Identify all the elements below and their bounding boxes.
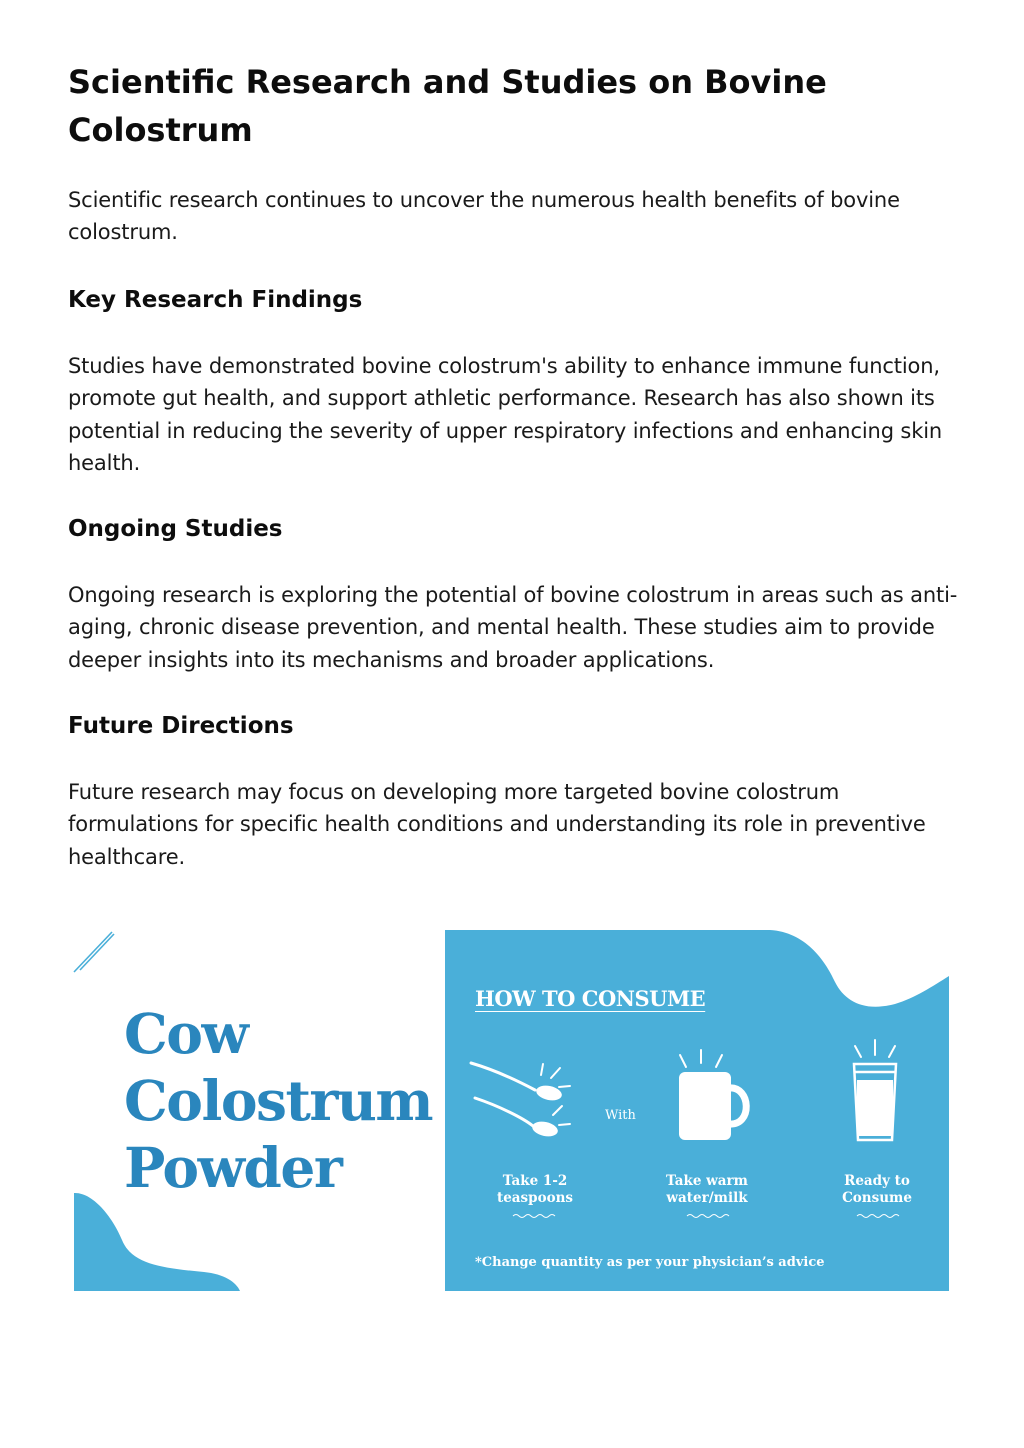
section-body-future-directions: Future research may focus on developing more targeted bovine colostrum formulations for specific health conditions and understanding its role in preventive healthcare. xyxy=(68,780,926,869)
glass-icon xyxy=(854,1040,896,1140)
section-body-key-findings: Studies have demonstrated bovine colostrum's ability to enhance immune function, promote gut health, and support athletic performance. Research has also shown its potential in reducing the severity of upper respiratory infections and enhancing skin health. xyxy=(68,354,943,475)
how-to-consume-panel xyxy=(445,930,949,1291)
decorative-blob-icon xyxy=(74,1193,240,1291)
panel-background xyxy=(445,930,949,1291)
banner-left-panel xyxy=(74,930,445,1291)
product-title xyxy=(124,1000,432,1201)
section-body-ongoing-studies: Ongoing research is exploring the potential of bovine colostrum in areas such as anti-aging, chronic disease prevention, and mental health. These studies aim to provide deeper insights into its mechanisms and broader applications. xyxy=(68,583,958,672)
section-heading-key-findings: Key Research Findings xyxy=(68,287,363,313)
how-to-consume-title: HOW TO CONSUME xyxy=(475,986,706,1011)
product-banner xyxy=(74,930,949,1291)
physician-note: *Change quantity as per your physician’s advice xyxy=(475,1255,825,1270)
page-title: Scientific Research and Studies on Bovine Colostrum xyxy=(68,63,827,149)
step-label-spoons: Take 1-2 teaspoons xyxy=(496,1173,574,1206)
step-label-water: Take warm water/milk xyxy=(666,1173,748,1206)
product-title-line: Cow xyxy=(124,1001,248,1066)
intro-paragraph: Scientific research continues to uncover the numerous health benefits of bovine colostrum. xyxy=(68,188,900,245)
section-heading-ongoing-studies: Ongoing Studies xyxy=(68,516,283,542)
product-title-line: Colostrum xyxy=(124,1068,433,1133)
product-title-line: Powder xyxy=(124,1135,342,1200)
with-label: With xyxy=(605,1108,636,1123)
step-label-ready: Ready to Consume xyxy=(842,1173,912,1206)
section-heading-future-directions: Future Directions xyxy=(68,713,294,739)
